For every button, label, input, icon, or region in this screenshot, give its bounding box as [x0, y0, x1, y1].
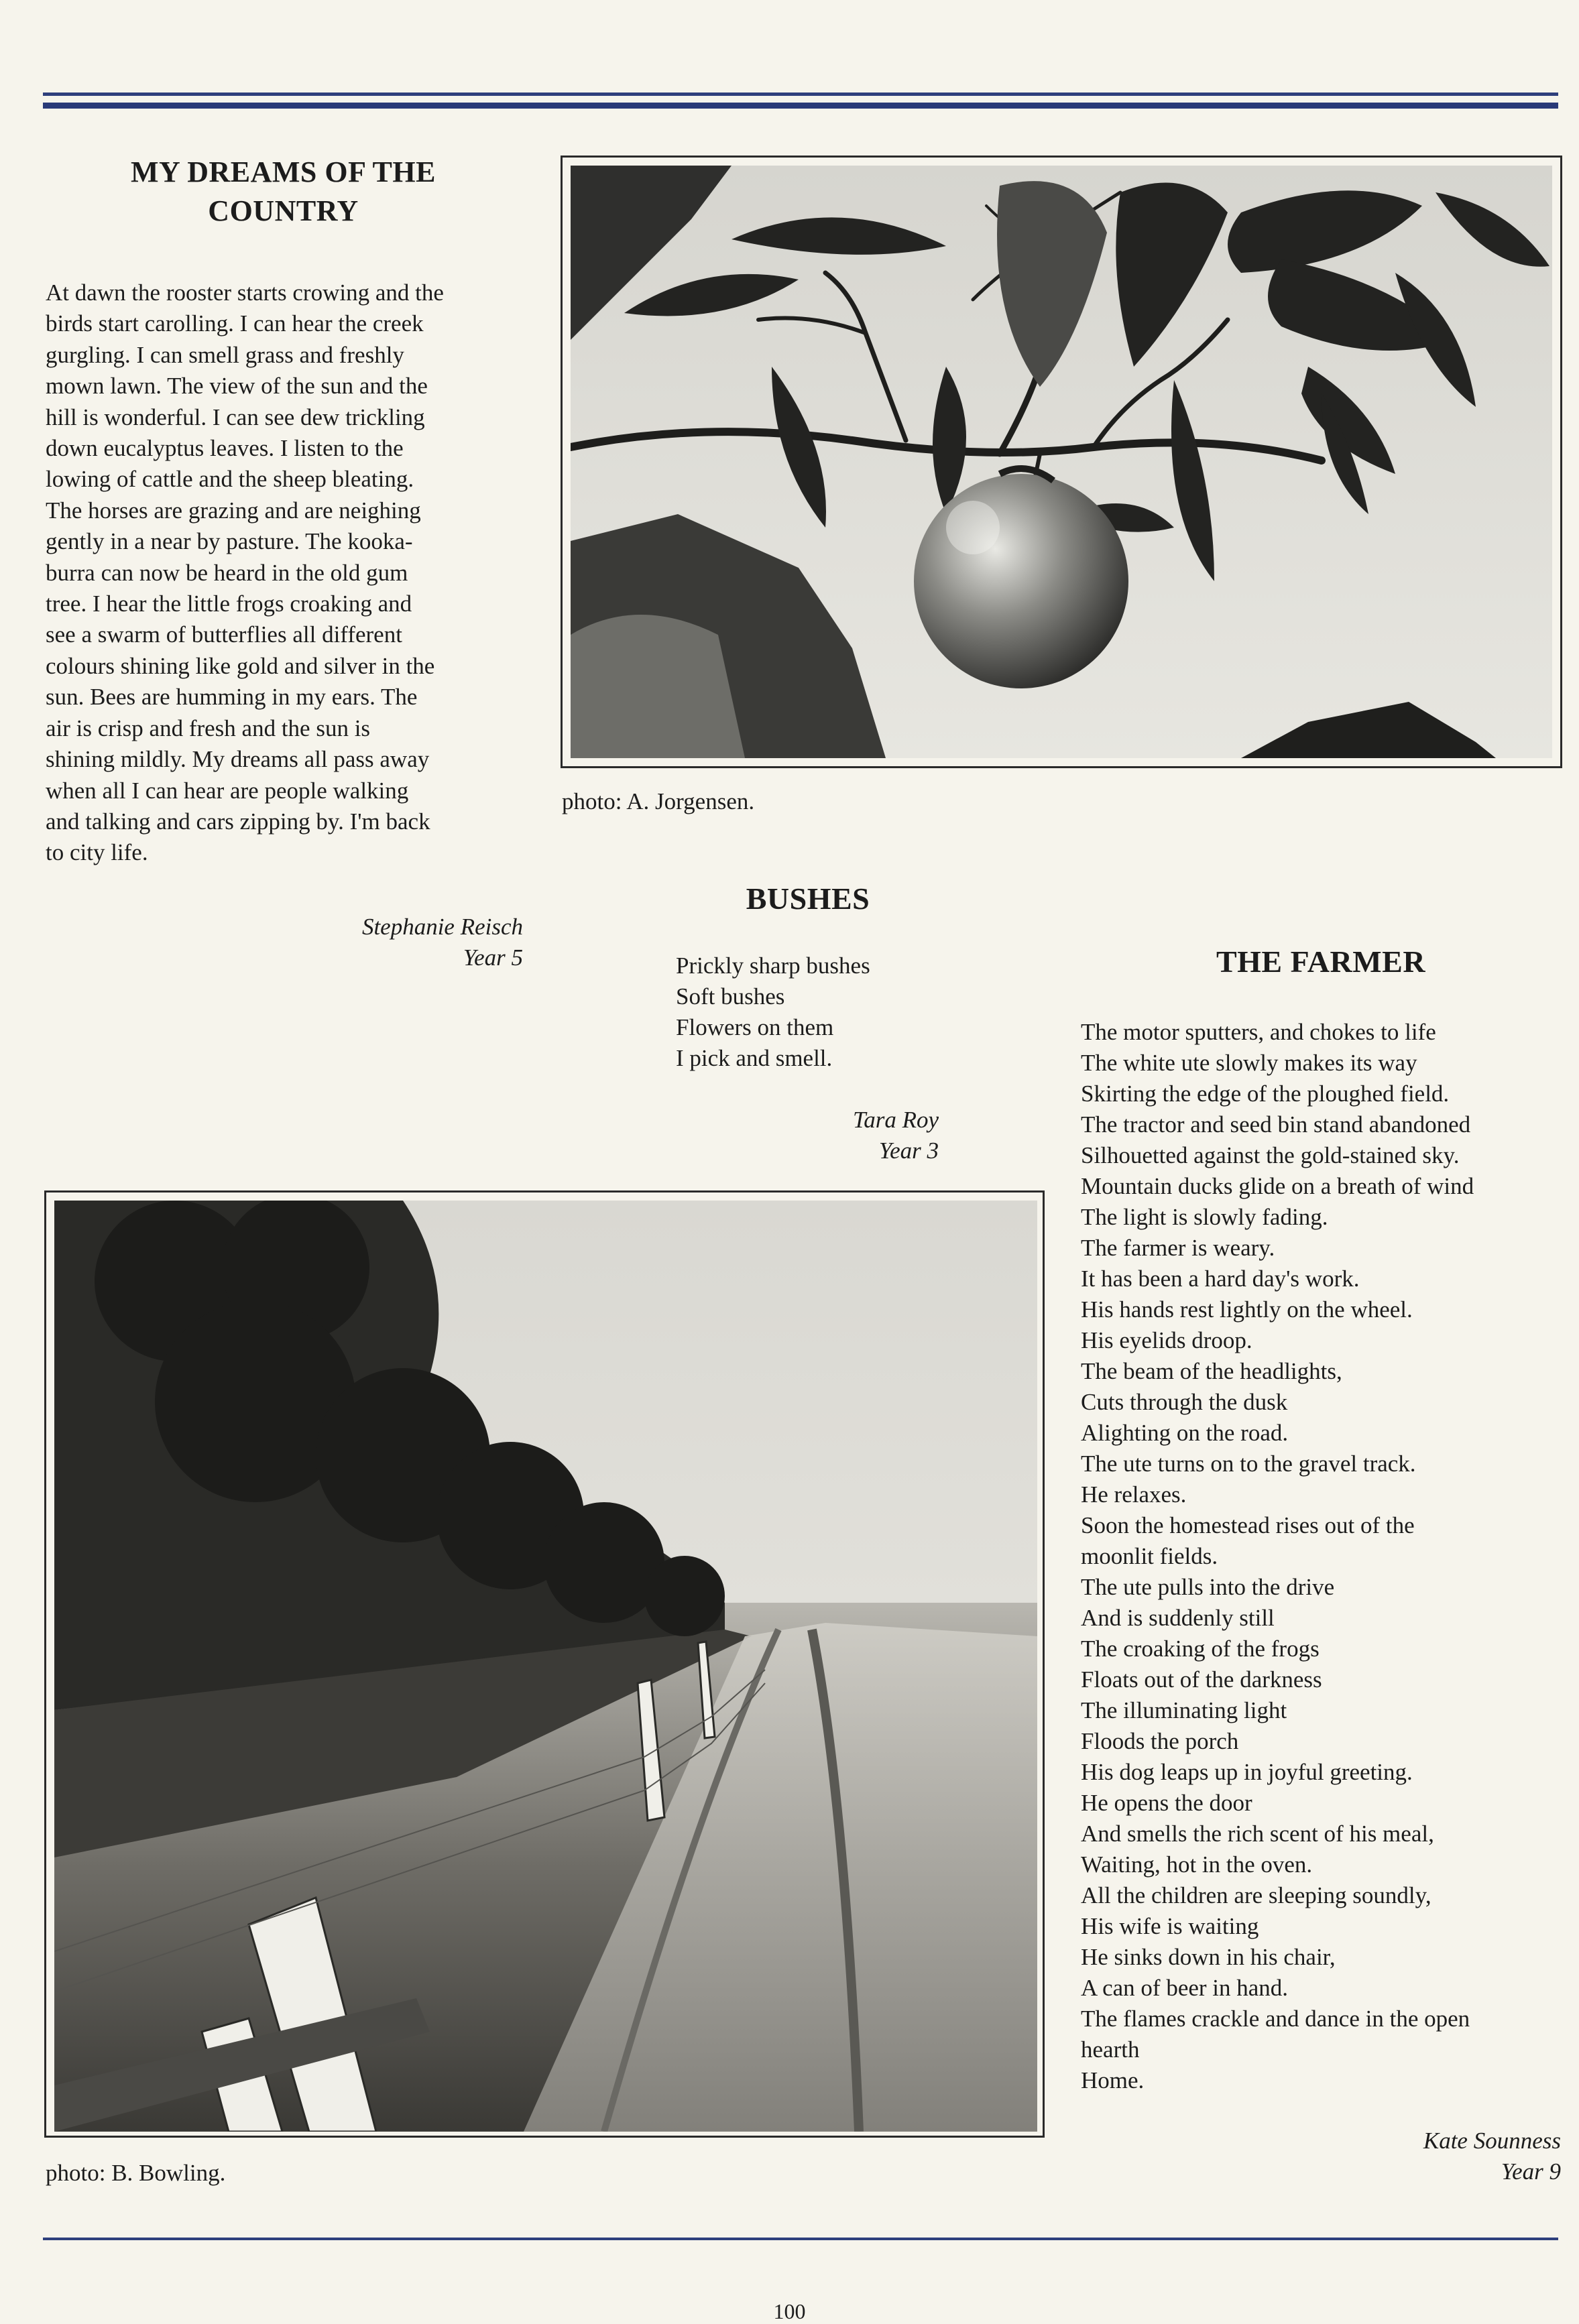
orange-photo-caption: photo: A. Jorgensen. [562, 788, 755, 814]
page-number: 100 [773, 2299, 806, 2323]
bushes-title: BUSHES [746, 881, 870, 916]
farmer-title: THE FARMER [1216, 944, 1426, 979]
road-photo [44, 1190, 1045, 2138]
orange-photo [561, 156, 1562, 768]
farmer-author-year: Year 9 [1501, 2158, 1561, 2185]
farmer-author [1207, 2126, 1561, 2187]
bottom-rule [43, 2238, 1558, 2240]
country-road-image [54, 1201, 1037, 2132]
bushes-author-year: Year 3 [878, 1138, 939, 1164]
story-author-year: Year 5 [463, 944, 523, 971]
story-body: At dawn the rooster starts crowing and the birds start carolling. I can hear the creek gurgling. I can smell grass and freshly mown lawn. The view of the sun and the hill is wonderful. I can see dew trickling down eucalyptus leaves. I listen to the lowing of cattle and the sheep bleating. The horses are grazing and are neighing gently in a near by pasture. The kooka- burra can now be heard in the old gum tree. I hear the little frogs croaking and see a swarm of butterflies all different colours shining like gold and silver in the sun. Bees are humming in my ears. The air is crisp and fresh and the sun is shining mildly. My dreams all pass away when all I can hear are people walking and talking and cars zipping by. I'm back to city life. [46, 280, 444, 866]
bushes-body: Prickly sharp bushes Soft bushes Flowers on them I pick and smell. [676, 953, 870, 1071]
top-rule-thick [43, 103, 1558, 109]
farmer-body: The motor sputters, and chokes to life The white ute slowly makes its way Skirting the edge of the ploughed field. The tractor and seed bin stand abandoned Silhouetted against the gold-stained sky. Mountain ducks glide on a breath of wind The light is slowly fading. The farmer is weary. It has been a hard day's work. His hands rest lightly on the wheel. His eyelids droop. The beam of the headlights, Cuts through the dusk Alighting on the road. The ute turns on to the gravel track. He relaxes. Soon the homestead rises out of the moonlit fields. The ute pulls into the drive And is suddenly still The croaking of the frogs Floats out of the darkness The illuminating light Floods the porch His dog leaps up in joyful greeting. He opens the door And smells the rich scent of his meal, Waiting, hot in the oven. All the children are sleeping soundly, His wife is waiting He sinks down in his chair, A can of beer in hand. The flames crackle and dance in the open hearth Home. [1081, 1019, 1474, 2093]
farmer-author-name: Kate Sounness [1423, 2128, 1561, 2154]
story-title: MY DREAMS OF THE COUNTRY [131, 156, 436, 227]
story-author-name: Stephanie Reisch [361, 914, 523, 940]
bushes-author [670, 1105, 939, 1166]
orange-tree-image [571, 166, 1552, 758]
story-author [268, 912, 523, 973]
bushes-author-name: Tara Roy [852, 1107, 939, 1133]
top-rule-thin [43, 93, 1558, 96]
road-photo-caption: photo: B. Bowling. [46, 2160, 226, 2186]
